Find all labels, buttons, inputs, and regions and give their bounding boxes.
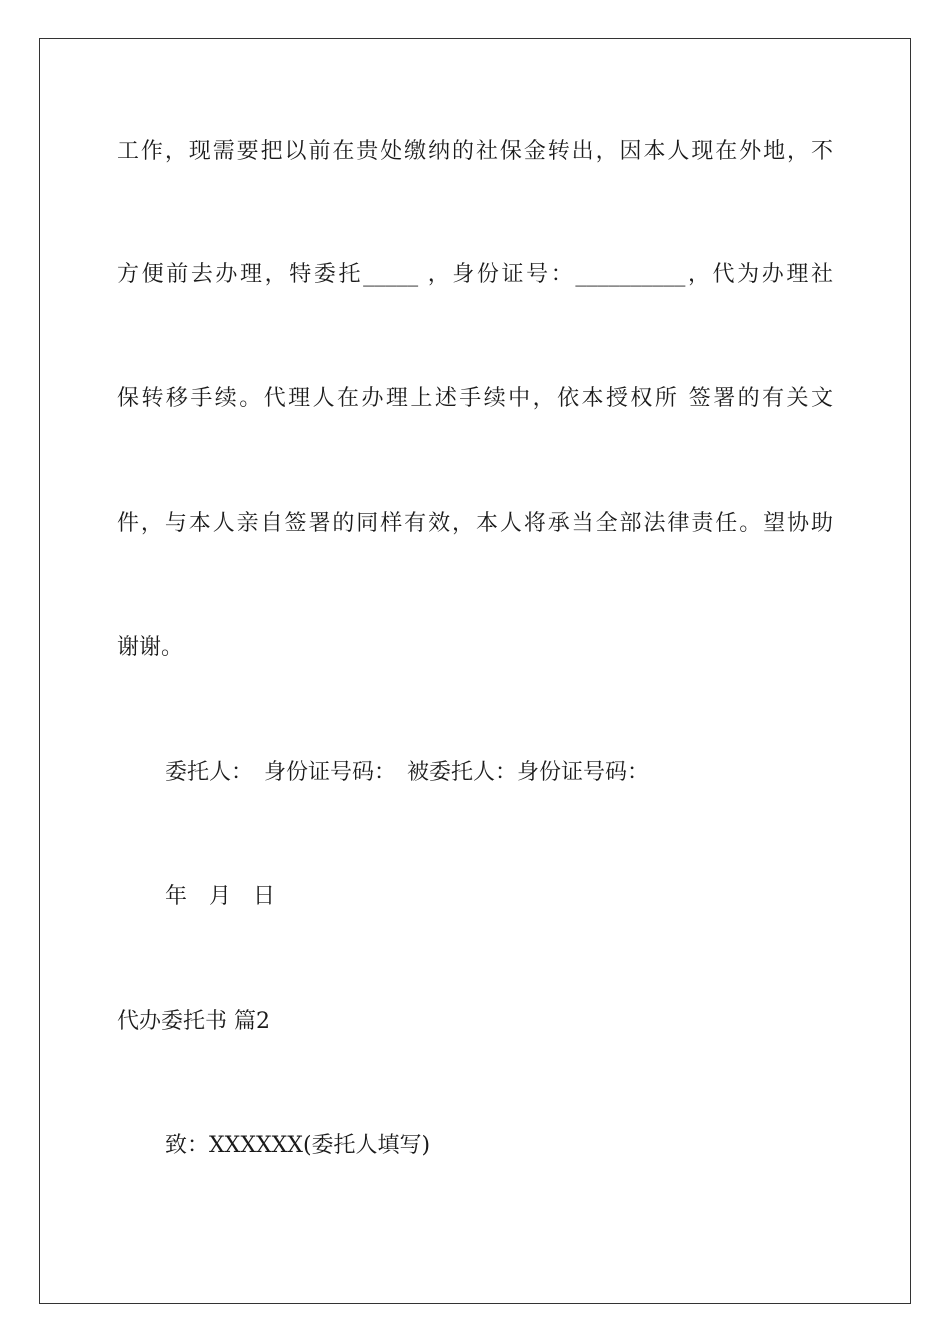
body-line-3: 保转移手续。代理人在办理上述手续中，依本授权所 签署的有关文 — [117, 386, 833, 411]
body-line-1: 工作，现需要把以前在贵处缴纳的社保金转出，因本人现在外地，不 — [117, 139, 833, 164]
body-line-2: 方便前去办理，特委托_____ ，身份证号：__________，代为办理社 — [117, 262, 833, 287]
page-border — [39, 38, 911, 1304]
section-title: 代办委托书 篇2 — [117, 1009, 270, 1034]
signature-line: 委托人： 身份证号码： 被委托人：身份证号码： — [165, 760, 650, 785]
body-line-5: 谢谢。 — [117, 635, 184, 660]
addressee-line: 致：XXXXXX(委托人填写) — [165, 1133, 431, 1158]
date-line: 年 月 日 — [165, 884, 276, 909]
body-line-4: 件，与本人亲自签署的同样有效，本人将承当全部法律责任。望协助 — [117, 511, 833, 536]
